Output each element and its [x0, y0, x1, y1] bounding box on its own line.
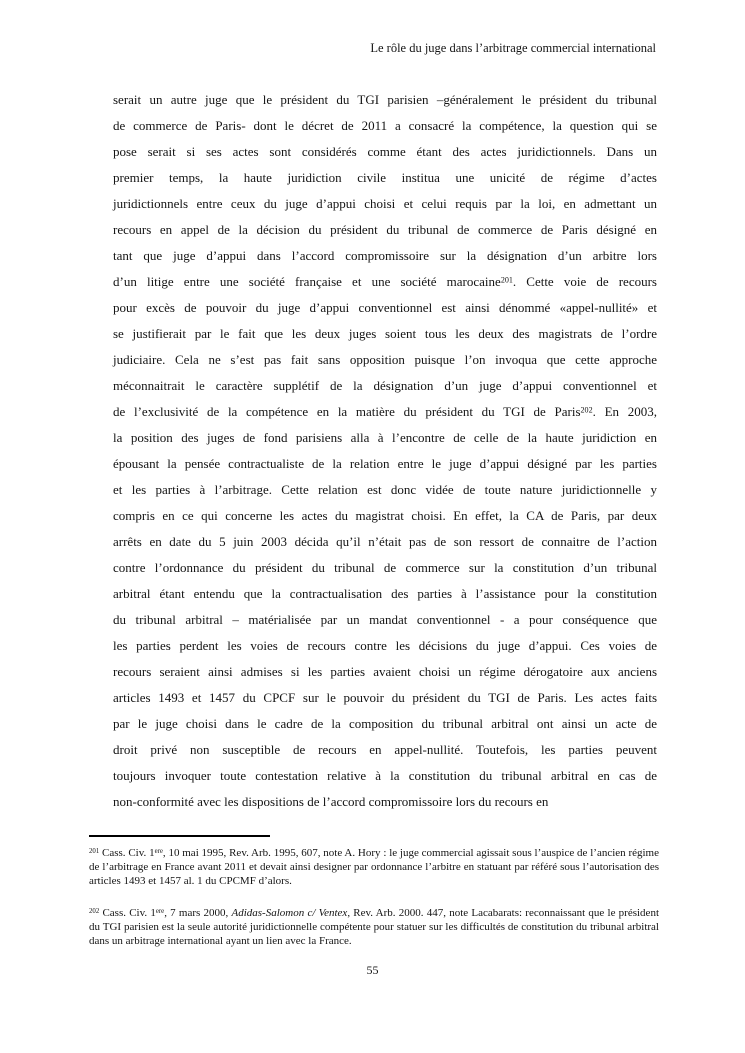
body-line-27	[113, 763, 657, 789]
text-run: arrêts en date du 5 juin 2003 décida qu’il n’était pas de son ressort de connaitre de l’action	[113, 534, 657, 549]
body-line-13	[113, 399, 657, 425]
footnote-ref: 202	[89, 907, 100, 915]
body-line-28	[113, 789, 657, 815]
text-run: épousant la pensée contractualiste de la relation entre le juge d’appui désigné par les parties	[113, 456, 657, 471]
text-run: de l’exclusivité de la compétence en la matière du président du TGI de Paris	[113, 404, 581, 419]
footnote-202	[89, 906, 659, 949]
text-run: la position des juges de fond parisiens alla à l’encontre de celle de la haute juridiction en	[113, 430, 657, 445]
text-run: de commerce de Paris- dont le décret de 2011 a consacré la compétence, la question qui se	[113, 118, 657, 133]
body-line-11	[113, 347, 657, 373]
text-run: non-conformité avec les dispositions de l’accord compromissoire lors du recours en	[113, 794, 549, 809]
text-run: Cass. Civ. 1	[99, 847, 155, 859]
text-run: juridictionnels entre ceux du juge d’appui choisi et celui requis par la loi, en admettant un	[113, 196, 657, 211]
footnote-ref: 202	[580, 405, 593, 415]
body-line-15	[113, 451, 657, 477]
footnote-ref: 201	[500, 275, 513, 285]
text-run: tant que juge d’appui dans l’accord compromissoire sur la désignation d’un arbitre lors	[113, 248, 657, 263]
footnote-separator	[89, 835, 270, 837]
page-number: 55	[366, 963, 379, 977]
body-line-9	[113, 295, 657, 321]
text-run: serait un autre juge que le président du TGI parisien –généralement le président du tribunal	[113, 92, 657, 107]
text-run: et les parties à l’arbitrage. Cette relation est donc vidée de toute nature juridictionnelle y	[113, 482, 657, 497]
text-run: recours en appel de la décision du président du tribunal de commerce de Paris désigné en	[113, 222, 657, 237]
footnote-ref: ere	[154, 847, 163, 855]
body-line-22	[113, 633, 657, 659]
text-run: judiciaire. Cela ne s’est pas fait sans opposition puisque l’on invoqua que cette approche	[113, 352, 657, 367]
body-line-19	[113, 555, 657, 581]
text-run: recours seraient ainsi admises si les parties avaient choisi un régime dérogatoire aux anciens	[113, 664, 657, 679]
footnote-201	[89, 846, 659, 889]
text-run: du tribunal arbitral – matérialisée par un mandat conventionnel - a pour conséquence que	[113, 612, 657, 627]
body-line-24	[113, 685, 657, 711]
text-run: d’un litige entre une société française et une société marocaine	[113, 274, 501, 289]
text-run: droit privé non susceptible de recours en appel-nullité. Toutefois, les parties peuvent	[113, 742, 657, 757]
text-run: . Cette voie de recours	[512, 274, 657, 289]
footnote-area	[89, 835, 659, 965]
text-run: contre l’ordonnance du président du tribunal de commerce sur la constitution d’un tribunal	[113, 560, 657, 575]
text-run: . En 2003,	[592, 404, 657, 419]
text-run: articles 1493 et 1457 du CPCF sur le pouvoir du président du TGI de Paris. Les actes faits	[113, 690, 657, 705]
text-run: pose serait si ses actes sont considérés comme étant des actes juridictionnels. Dans un	[113, 144, 657, 159]
body-line-8	[113, 269, 657, 295]
body-line-16	[113, 477, 657, 503]
body-line-20	[113, 581, 657, 607]
body-paragraph	[113, 87, 657, 815]
text-run: , 7 mars 2000,	[164, 906, 232, 919]
body-line-10	[113, 321, 657, 347]
footnote-ref: ere	[155, 907, 165, 915]
text-run: toujours invoquer toute contestation relative à la constitution du tribunal arbitral en cas de	[113, 768, 657, 783]
body-line-18	[113, 529, 657, 555]
body-line-26	[113, 737, 657, 763]
body-line-7	[113, 243, 657, 269]
footnote-ref: 201	[89, 847, 100, 855]
text-run: se justifierait par le fait que les deux juges soient tous les deux des magistrats de l’ordre	[113, 326, 657, 341]
body-line-25	[113, 711, 657, 737]
body-line-6	[113, 217, 657, 243]
body-line-1	[113, 87, 657, 113]
text-run: compris en ce qui concerne les actes du magistrat choisi. En effet, la CA de Paris, par deux	[113, 508, 657, 523]
case-name: Adidas-Salomon c/ Ventex	[231, 906, 348, 919]
text-run: méconnaitrait le caractère supplétif de la désignation d’un juge d’appui conventionnel et	[113, 378, 657, 393]
text-run: pour excès de pouvoir du juge d’appui conventionnel est ainsi dénommé «appel-nullité» et	[113, 300, 657, 315]
text-run: les parties perdent les voies de recours contre les décisions du juge d’appui. Ces voies de	[113, 638, 657, 653]
body-line-2	[113, 113, 657, 139]
body-line-23	[113, 659, 657, 685]
footnote-list	[89, 846, 659, 948]
body-line-3	[113, 139, 657, 165]
body-line-5	[113, 191, 657, 217]
body-line-12	[113, 373, 657, 399]
running-header: Le rôle du juge dans l’arbitrage commercial international	[370, 41, 656, 55]
body-line-21	[113, 607, 657, 633]
text-run: par le juge choisi dans le cadre de la composition du tribunal arbitral ont ainsi un acte de	[113, 716, 657, 731]
text-run: Cass. Civ. 1	[99, 906, 156, 919]
body-line-17	[113, 503, 657, 529]
text-run: premier temps, la haute juridiction civile institua une unicité de régime d’actes	[113, 170, 657, 185]
text-run: , Rev. Arb. 2000. 447, note Lacabarats: reconnaissant que le président du TGI parisien est la seule autorité juridictionnelle compétente pour statuer sur les difficultés de constitution du tribunal arbitral dans un arbitrage international ayant un lien avec la France.	[89, 906, 659, 948]
body-line-4	[113, 165, 657, 191]
body-line-14	[113, 425, 657, 451]
text-run: , 10 mai 1995, Rev. Arb. 1995, 607, note A. Hory : le juge commercial agissait sous l’auspice de l’ancien régime de l’arbitrage en France avant 2011 et devait ainsi designer par ordonnance l’arbitre en statuant par référé sous l’autorisation des articles 1493 et 1457 al. 1 du CPCMF d’alors.	[89, 847, 659, 888]
text-run: arbitral étant entendu que la contractualisation des parties à l’assistance pour la constitution	[113, 586, 657, 601]
